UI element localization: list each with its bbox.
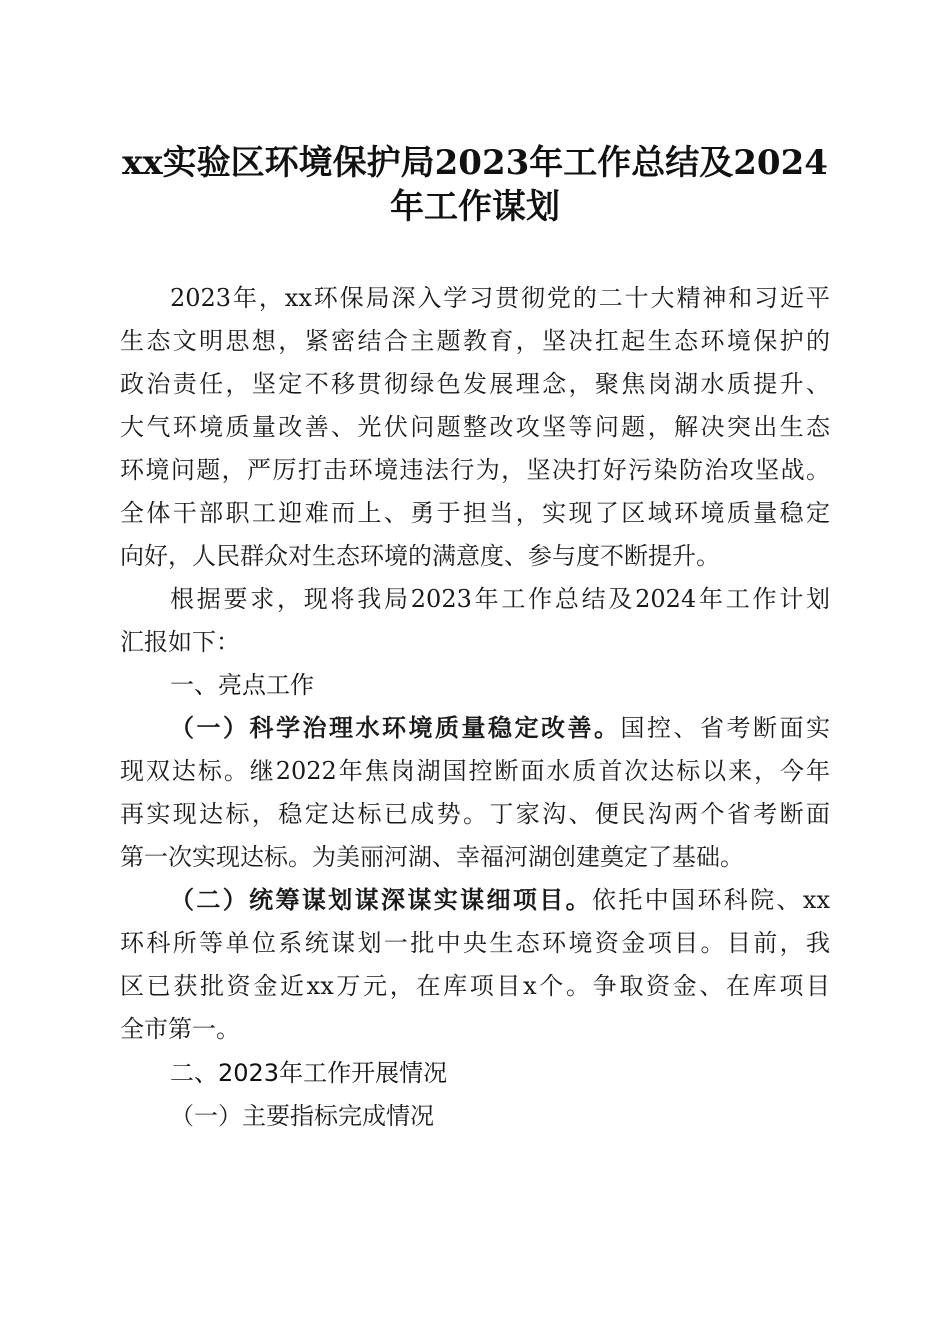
- intro-line: 环境问题，严厉打击环境违法行为，坚决打好污染防治攻坚战。: [120, 456, 830, 484]
- item-2-line: 区已获批资金近xx万元，在库项目x个。争取资金、在库项目: [120, 972, 830, 1000]
- item-2-line: 环科所等单位系统谋划一批中央生态环境资金项目。目前，我: [120, 929, 830, 957]
- item-1-lead-rest: 国控、省考断面实: [620, 714, 830, 742]
- intro-line: 2023年，xx环保局深入学习贯彻党的二十大精神和习近平: [170, 284, 830, 312]
- item-2-lead-rest: 依托中国环科院、xx: [591, 886, 830, 914]
- item-2-line: 全市第一。: [120, 1015, 240, 1043]
- section-2-subheading: （一）主要指标完成情况: [170, 1102, 434, 1130]
- intro-line: 全体干部职工迎难而上、勇于担当，实现了区域环境质量稳定: [120, 499, 830, 527]
- item-2-bold-lead: （二）统筹谋划谋深谋实谋细项目。: [170, 885, 592, 914]
- item-1-line: 再实现达标，稳定达标已成势。丁家沟、便民沟两个省考断面: [120, 800, 830, 828]
- document-title-line-1: xx实验区环境保护局2023年工作总结及2024: [122, 143, 828, 183]
- section-1-heading: 一、亮点工作: [170, 671, 314, 699]
- intro-line: 政治责任，坚定不移贯彻绿色发展理念，聚焦岗湖水质提升、: [120, 370, 830, 398]
- item-1-line: 现双达标。继2022年焦岗湖国控断面水质首次达标以来，今年: [120, 757, 830, 785]
- intro-line: 生态文明思想，紧密结合主题教育，坚决扛起生态环境保护的: [120, 327, 830, 355]
- document-title-line-2: 年工作谋划: [390, 187, 560, 227]
- report-line: 根据要求，现将我局2023年工作总结及2024年工作计划: [170, 585, 830, 613]
- section-2-heading: 二、2023年工作开展情况: [170, 1059, 448, 1087]
- item-1-bold-lead: （一）科学治理水环境质量稳定改善。: [170, 713, 621, 742]
- report-line: 汇报如下：: [120, 628, 240, 656]
- item-1-line: 第一次实现达标。为美丽河湖、幸福河湖创建奠定了基础。: [120, 843, 744, 871]
- intro-line: 大气环境质量改善、光伏问题整改攻坚等问题，解决突出生态: [120, 413, 830, 441]
- item-1-first-line: [170, 713, 830, 743]
- intro-line: 向好，人民群众对生态环境的满意度、参与度不断提升。: [120, 542, 720, 570]
- item-2-first-line: [170, 885, 830, 915]
